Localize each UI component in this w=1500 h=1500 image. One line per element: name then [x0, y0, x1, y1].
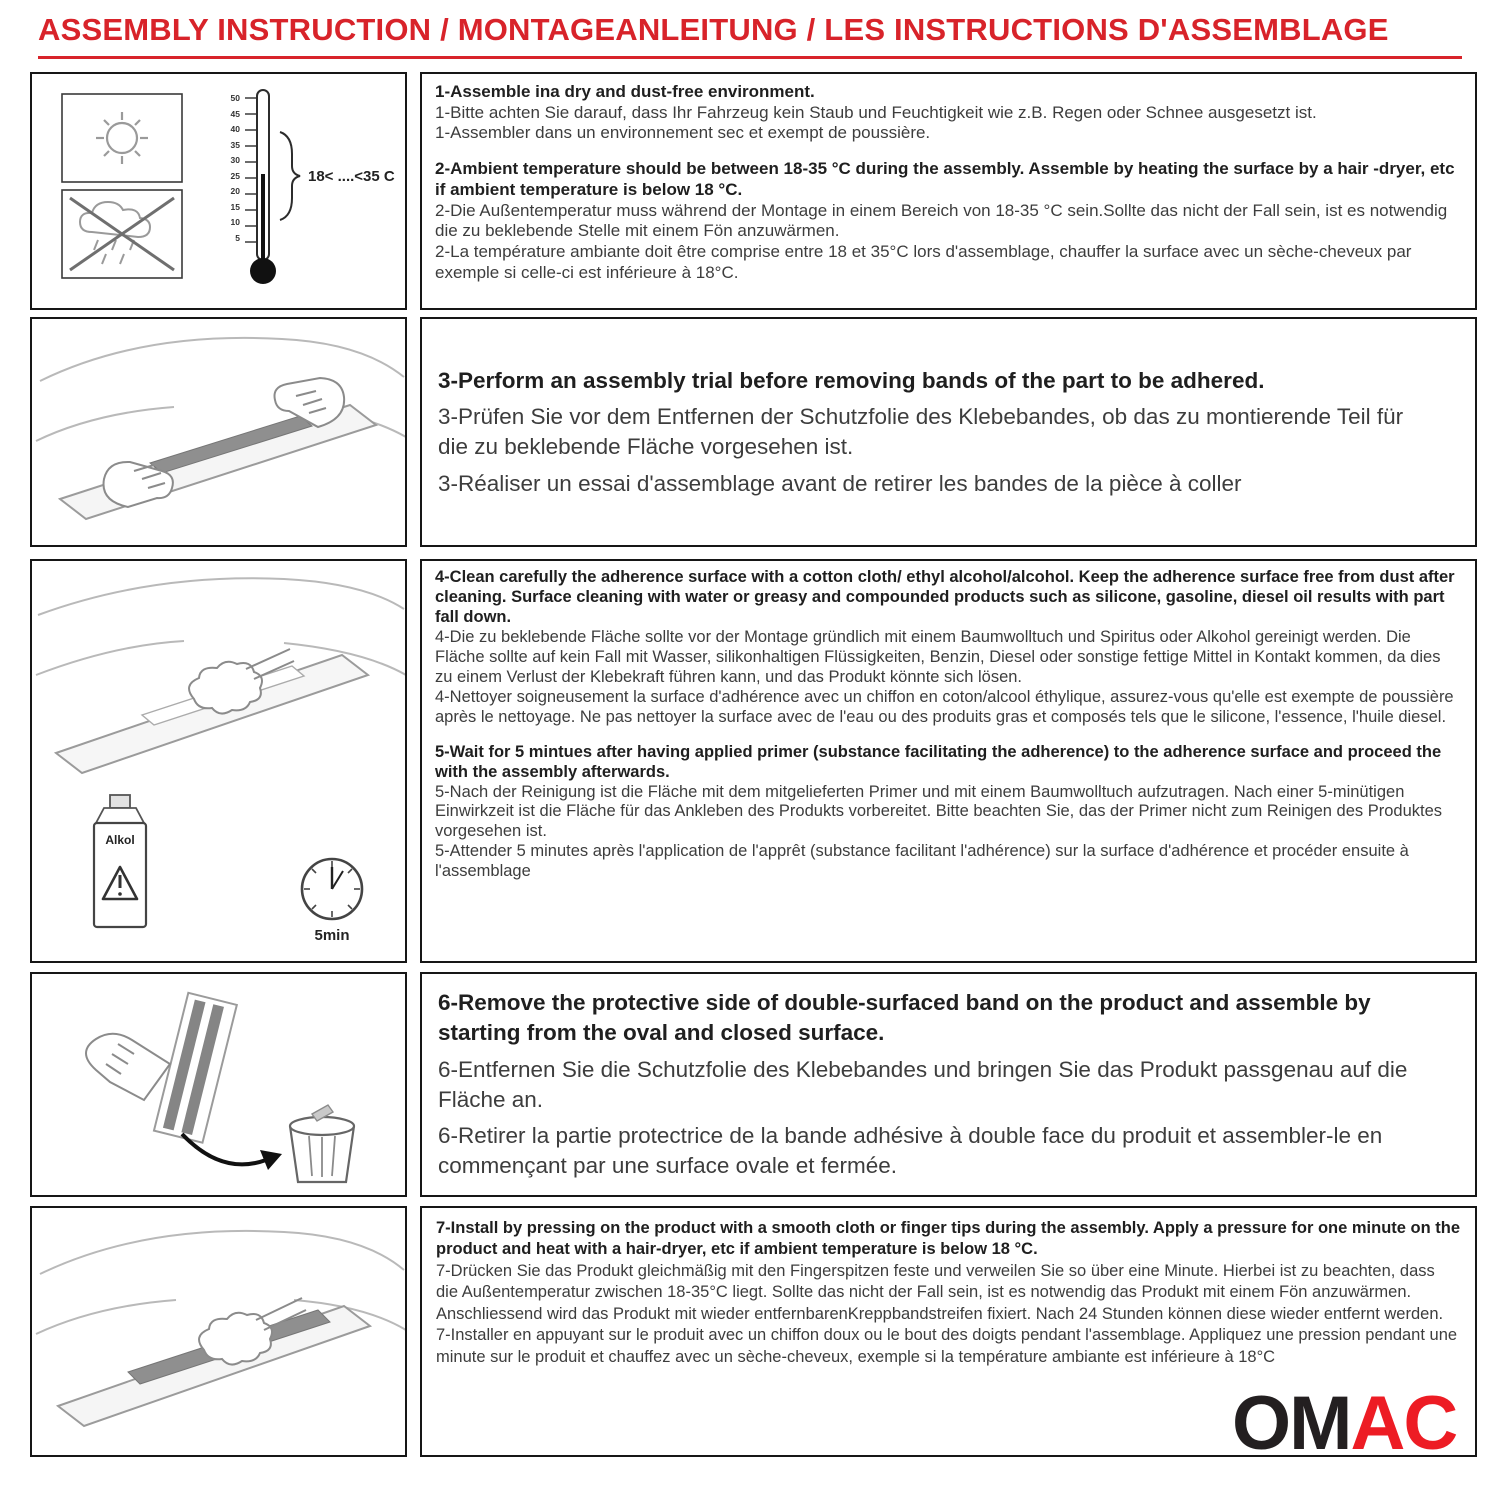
cleaning-surface-icon [32, 561, 407, 963]
right-hand-icon [275, 378, 345, 427]
instruction-paragraph: 5-Wait for 5 mintues after having applied primer (substance facilitating the adherence) to the adherence surface and proceed the with the assembly afterwards. [435, 742, 1442, 781]
omac-logo-red: AC [1350, 1381, 1457, 1466]
thermometer-tick: 30 [230, 155, 240, 166]
thermometer-icon [245, 90, 300, 284]
instruction-paragraph: 7-Install by pressing on the product with a smooth cloth or finger tips during the assembly. Apply a pressure for one minute on the product and heat with a hair-dryer, etc if ambient temperature is below 18 °C. [436, 1219, 1461, 1259]
temp-range-label: 18< ....<35 C [308, 168, 395, 185]
instruction-paragraph: 4-Die zu beklebende Fläche sollte vor der Montage gründlich mit einem Baumwolltuch und Spiritus oder Alkohol gereinigt werden. Die Fläche sollte auf kein Fall mit Wasser, silikonhaltigen Flüssigkeiten, Benzin, Diesel oder sonstige fettige Mittel in Kontakt kommen, da dies zu einem Verlust der Klebekraft führen kann, und das Produkt könnte sich lösen. [435, 627, 1441, 686]
illustration-clean-surface [30, 559, 407, 963]
instruction-paragraph [435, 144, 1462, 159]
trash-can-icon [290, 1105, 354, 1182]
thermometer-scale [214, 93, 240, 243]
section-text-steps-4-5 [420, 559, 1477, 963]
instruction-paragraph: 1-Bitte achten Sie darauf, dass Ihr Fahrzeug kein Staub und Feuchtigkeit wie z.B. Regen oder Schnee ausgesetzt ist. [435, 102, 1317, 122]
section-text-step-3 [420, 317, 1477, 547]
hands-applying-strip-icon [32, 319, 407, 547]
thermometer-tick: 10 [230, 217, 240, 228]
instruction-paragraph: 2-La température ambiante doit être comprise entre 18 et 35°C lors d'assemblage, chauffer la surface avec un sèche-cheveux par exemple si celle-ci est inférieure à 18°C. [435, 242, 1412, 282]
section-text-steps-1-2 [420, 72, 1477, 310]
instruction-paragraph: 7-Installer en appuyant sur le produit avec un chiffon doux ou le bout des doigts pendant l'assemblage. Appliquez une pression pendant une minute sur le produit et chauffez avec un sèche-cheveux, exemple si la température ambiante est inférieure à 18°C [436, 1326, 1458, 1366]
illustration-environment [30, 72, 407, 310]
omac-logo [1232, 1381, 1457, 1466]
instruction-paragraph: 2-Die Außentemperatur muss während der Montage in einem Bereich von 18-35 °C sein.Sollte das nicht der Fall sein, ist es notwendig die zu beklebende Stelle mit einem Fön anzuwärmen. [435, 200, 1448, 241]
five-min-label: 5min [314, 927, 350, 944]
instruction-paragraph: 2-Ambient temperature should be between 18-35 °C during the assembly. Assemble by heating the surface by a hair -dryer, etc if ambient temperature is below 18 °C. [435, 159, 1455, 199]
instruction-paragraph: 4-Nettoyer soigneusement la surface d'adhérence avec un chiffon en coton/alcool éthylique, assurez-vous qu'elle est exempte de poussière après le nettoyage. Ne pas nettoyer la surface avec de l'eau ou des produits gras et composés tels que le silicone, l'essence, l'huile diesel. [435, 687, 1454, 726]
instruction-paragraph: 7-Drücken Sie das Produkt gleichmäßig mit den Fingerspitzen feste und verweilen Sie so über eine Minute. Hierbei ist zu beachten, dass die Außentemperatur zwischen 18-35°C liegt. Sollte das nicht der Fall sein, ist es notwendig das Produkt mit einem Fön anzuwärmen. Anschliessend wird das Produkt mit wieder entfernbarenKreppbandstreifen fixiert. Nach 24 Stunden können diese wieder entfernt werden. [436, 1261, 1444, 1323]
sun-icon [96, 112, 148, 164]
instruction-paragraph: 4-Clean carefully the adherence surface with a cotton cloth/ ethyl alcohol/alcohol. Keep the adherence surface free from dust after cleaning. Surface cleaning with water or greasy and compounded products such as silicone, gasoline, diesel oil results with part fall down. [435, 568, 1455, 626]
illustration-press-install [30, 1206, 407, 1457]
thermometer-tick: 50 [230, 93, 240, 103]
thermometer-tick: 40 [230, 124, 240, 135]
thermometer-tick: 20 [230, 186, 240, 197]
instruction-paragraph [435, 728, 1462, 743]
hand-icon [86, 1034, 170, 1100]
instruction-paragraph: 6-Remove the protective side of double-surfaced band on the product and assemble by starting from the oval and closed surface. [438, 990, 1371, 1046]
peel-band-trash-icon [32, 974, 407, 1197]
page-title: ASSEMBLY INSTRUCTION / MONTAGEANLEITUNG / LES INSTRUCTIONS D'ASSEMBLAGE [38, 12, 1389, 47]
section-text-step-6 [420, 972, 1477, 1197]
instruction-paragraph: 5-Attender 5 minutes après l'application de l'apprêt (substance facilitant l'adhérence) sur la surface d'adhérence et procéder ensuite à l'assemblage [435, 842, 1409, 881]
instruction-paragraph: 6-Entfernen Sie die Schutzfolie des Klebebandes und bringen Sie das Produkt passgenau auf die Fläche an. [438, 1056, 1408, 1112]
thermometer-tick: 45 [230, 108, 240, 119]
thermometer-tick: 5 [235, 232, 240, 243]
omac-logo-black: OM [1232, 1381, 1351, 1466]
instruction-paragraph: 3-Perform an assembly trial before removing bands of the part to be adhered. [438, 367, 1265, 393]
thermometer-tick: 15 [230, 201, 240, 212]
instruction-paragraph: 3-Réaliser un essai d'assemblage avant de retirer les bandes de la pièce à coller [438, 470, 1242, 496]
illustration-remove-band [30, 972, 407, 1197]
instruction-paragraph: 3-Prüfen Sie vor dem Entfernen der Schutzfolie des Klebebandes, ob das zu montierende Teil für die zu beklebende Fläche vorgesehen ist. [438, 404, 1404, 459]
alcohol-bottle-label: Alkol [105, 833, 135, 847]
pressing-product-icon [32, 1208, 407, 1457]
thermometer-tick: 25 [230, 170, 240, 181]
title-underline [38, 56, 1462, 59]
alcohol-bottle-icon [94, 795, 146, 927]
instruction-paragraph: 1-Assembler dans un environnement sec et exempt de poussière. [435, 123, 931, 143]
instruction-paragraph: 1-Assemble ina dry and dust-free environment. [435, 82, 815, 101]
bracket-icon [280, 132, 300, 220]
instruction-paragraph: 5-Nach der Reinigung ist die Fläche mit dem mitgelieferten Primer und mit einem Baumwolltuch aufzutragen. Nach einer 5-minütigen Einwirkzeit ist die Fläche für das Ankleben des Produkts vorbereitet. Bitte beachten Sie, das der Primer nicht zum Reinigen des Produktes vorgesehen ist. [435, 782, 1443, 841]
instruction-paragraph: 6-Retirer la partie protectrice de la bande adhésive à double face du produit et assembler-le en commençant par une surface ovale et fermée. [438, 1123, 1383, 1178]
thermometer-tick: 35 [230, 139, 240, 150]
illustration-assembly-trial [30, 317, 407, 547]
clock-icon [302, 859, 362, 919]
